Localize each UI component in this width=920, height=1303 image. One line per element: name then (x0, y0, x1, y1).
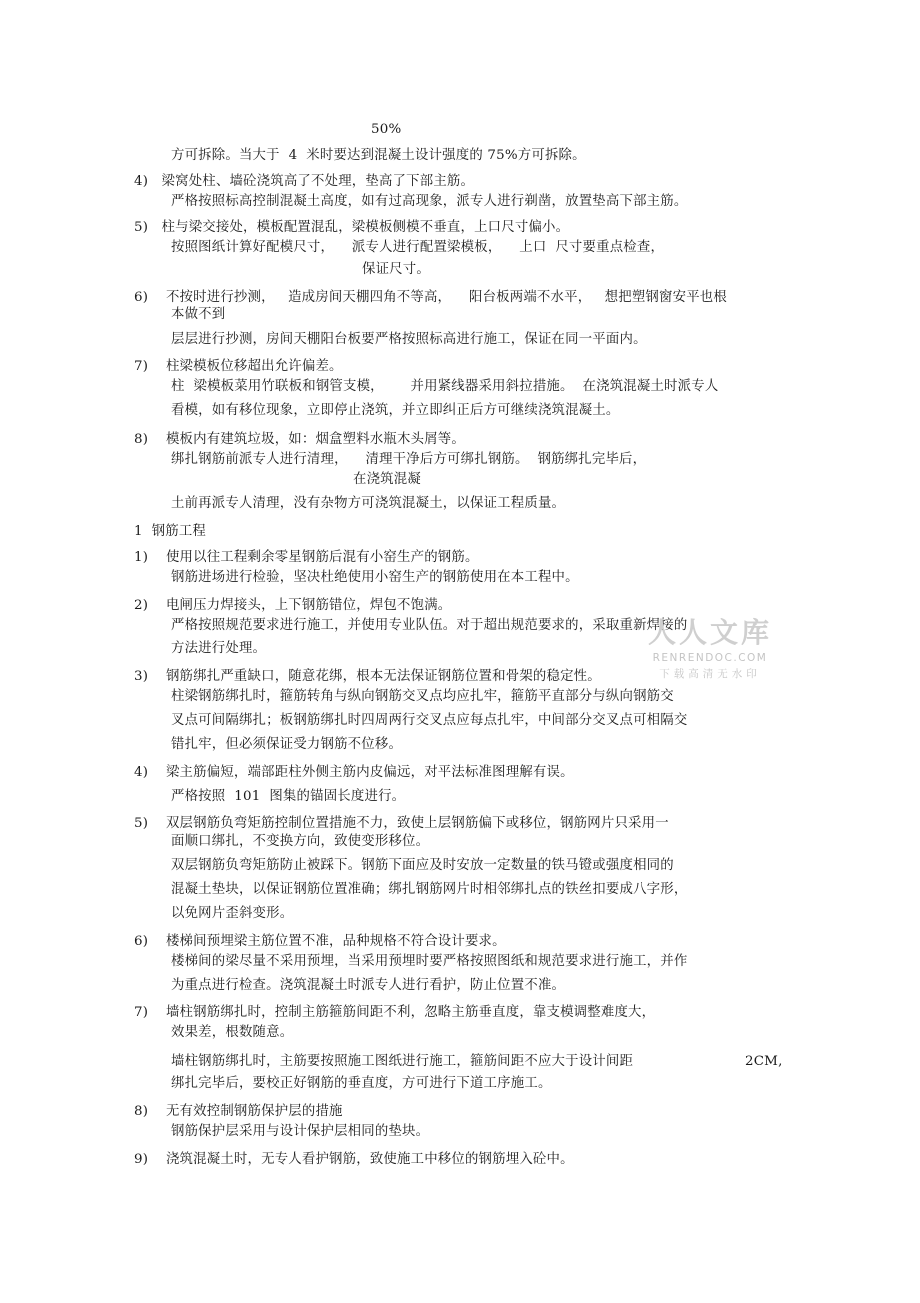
text-line: 为重点进行检查。浇筑混凝土时派专人进行看护，防止位置不准。 (171, 978, 566, 993)
text-line: 绑扎完毕后，要校正好钢筋的垂直度，方可进行下道工序施工。 (171, 1076, 552, 1091)
list-item: 7) 柱梁模板位移超出允许偏差。 (134, 359, 343, 374)
list-item: 5) 柱与梁交接处，模板配置混乱，梁模板侧模不垂直，上口尺寸偏小。 (134, 220, 570, 235)
text-line: 绑扎钢筋前派专人进行清理， 清理干净后方可绑扎钢筋。 钢筋绑扎完毕后， (171, 452, 647, 467)
text-line: 钢筋进场进行检验，坚决杜绝使用小窑生产的钢筋使用在本工程中。 (171, 570, 579, 585)
text-line: 严格按照标高控制混凝土高度，如有过高现象，派专人进行剃凿，放置垫高下部主筋。 (171, 194, 688, 209)
text-line: 层层进行抄测，房间天棚阳台板要严格按照标高进行施工，保证在同一平面内。 (171, 332, 647, 347)
list-item: 4) 梁窝处柱、墙砼浇筑高了不处理，垫高了下部主筋。 (134, 174, 475, 189)
watermark-logo-text: 人人文库 (647, 616, 772, 649)
list-item: 5) 双层钢筋负弯矩筋控制位置措施不力，致使上层钢筋偏下或移位，钢筋网片只采用一 (134, 816, 669, 831)
list-item: 3) 钢筋绑扎严重缺口，随意花绑，根本无法保证钢筋位置和骨架的稳定性。 (134, 669, 601, 684)
text-line: 严格按照 101 图集的锚固长度进行。 (171, 789, 406, 804)
text-line: 方法进行处理。 (171, 641, 267, 656)
text-line: 2CM, (745, 1054, 783, 1069)
text-line: 在浇筑混凝 (353, 472, 421, 487)
list-item: 8) 模板内有建筑垃圾，如：烟盒塑料水瓶木头屑等。 (134, 432, 465, 447)
text-line: 严格按照规范要求进行施工，并使用专业队伍。对于超出规范要求的，采取重新焊接的 (171, 618, 688, 633)
text-line: 土前再派专人清理，没有杂物方可浇筑混凝土，以保证工程质量。 (171, 496, 566, 511)
watermark (646, 616, 774, 686)
text-line: 保证尺寸。 (362, 262, 430, 277)
text-line: 面顺口绑扎，不变换方向，致使变形移位。 (171, 834, 430, 849)
text-line: 柱 梁模板菜用竹联板和钢管支模， 并用紧线器采用斜拉措施。 在浇筑混凝土时派专人 (171, 379, 719, 394)
text-line: 柱梁钢筋绑扎时，箍筋转角与纵向钢筋交叉点均应扎牢，箍筋平直部分与纵向钢筋交 (171, 689, 674, 704)
list-item: 7) 墙柱钢筋绑扎时，控制主筋箍筋间距不利，忽略主筋垂直度，靠支模调整难度大， (134, 1005, 656, 1020)
list-item: 4) 梁主筋偏短，端部距柱外侧主筋内皮偏远，对平法标准图理解有误。 (134, 765, 574, 780)
text-line: 以免网片歪斜变形。 (171, 906, 294, 921)
text-line: 50% (371, 122, 402, 137)
list-item: 1) 使用以往工程剩余零星钢筋后混有小窑生产的钢筋。 (134, 550, 479, 565)
text-line: 本做不到 (171, 307, 226, 322)
text-line: 按照图纸计算好配模尺寸， 派专人进行配置梁模板， 上口 尺寸要重点检查， (171, 240, 665, 255)
text-line: 叉点可间隔绑扎；板钢筋绑扎时四周两行交叉点应每点扎牢，中间部分交叉点可相隔交 (171, 713, 688, 728)
section-heading: 1 钢筋工程 (134, 524, 206, 539)
list-item: 8) 无有效控制钢筋保护层的措施 (134, 1104, 343, 1119)
list-item: 2) 电闸压力焊接头，上下钢筋错位，焊包不饱满。 (134, 598, 452, 613)
text-line: 双层钢筋负弯矩筋防止被踩下。钢筋下面应及时安放一定数量的铁马镫或强度相同的 (171, 858, 674, 873)
text-line: 混凝土垫块，以保证钢筋位置准确；绑扎钢筋网片时相邻绑扎点的铁丝扣要成八字形， (171, 882, 688, 897)
text-line: 楼梯间的梁尽量不采用预埋，当采用预埋时要严格按照图纸和规范要求进行施工，并作 (171, 954, 688, 969)
list-item: 6) 楼梯间预埋梁主筋位置不准，品种规格不符合设计要求。 (134, 934, 506, 949)
text-line: 墙柱钢筋绑扎时，主筋要按照施工图纸进行施工，箍筋间距不应大于设计间距 (171, 1054, 634, 1069)
text-line: 钢筋保护层采用与设计保护层相同的垫块。 (171, 1124, 430, 1139)
watermark-domain: RENRENDOC.COM (652, 652, 768, 664)
text-line: 方可拆除。当大于 4 米时要达到混凝土设计强度的 75%方可拆除。 (171, 148, 586, 163)
list-item: 6) 不按时进行抄测， 造成房间天棚四角不等高， 阳台板两端不水平， 想把塑钢窗安平也根 (134, 290, 727, 305)
text-line: 看模，如有移位现象，立即停止浇筑，并立即纠正后方可继续浇筑混凝土。 (171, 403, 620, 418)
watermark-tagline: 下载高清无水印 (659, 668, 761, 680)
list-item: 9) 浇筑混凝土时，无专人看护钢筋，致使施工中移位的钢筋埋入砼中。 (134, 1152, 574, 1167)
text-line: 错扎牢，但必须保证受力钢筋不位移。 (171, 737, 403, 752)
text-line: 效果差，根数随意。 (171, 1025, 294, 1040)
